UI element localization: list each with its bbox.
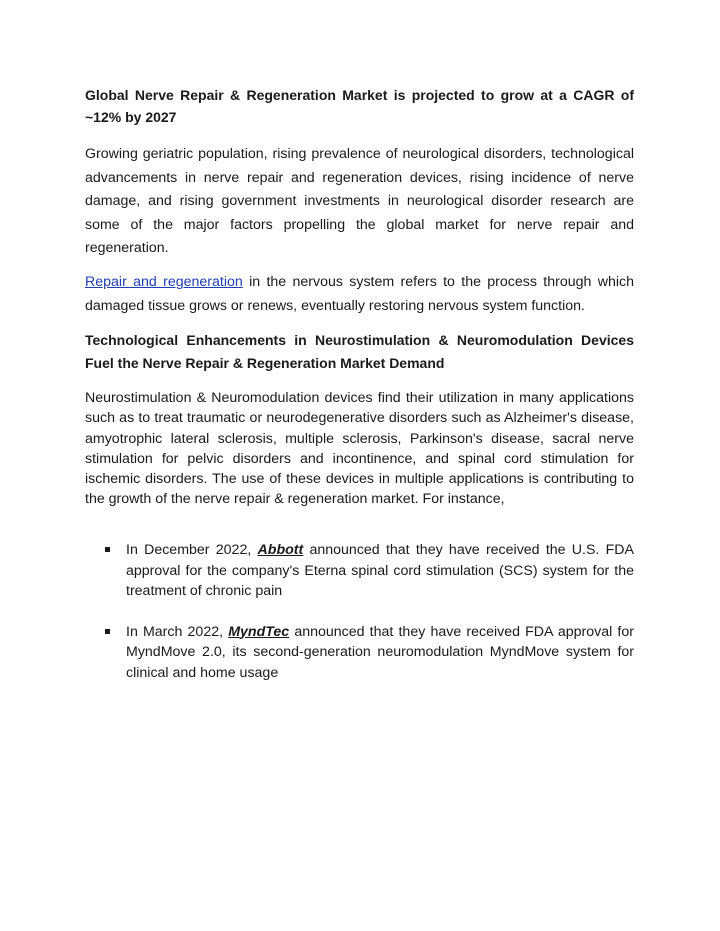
announcement-list [105,540,634,683]
section-heading: Technological Enhancements in Neurostimulation & Neuromodulation Devices Fuel the Nerve Repair & Regeneration Market Demand [85,332,634,371]
repair-regeneration-link[interactable]: Repair and regeneration [85,274,243,290]
section-paragraph: Neurostimulation & Neuromodulation devices find their utilization in many applications such as to treat traumatic or neurodegenerative disorders such as Alzheimer's disease, amyotrophic lateral sclerosis, multiple sclerosis, Parkinson's disease, sacral nerve stimulation for pelvic disorders and incontinence, and spinal cord stimulation for ischemic disorders. The use of these devices in multiple applications is contributing to the growth of the nerve repair & regeneration market. For instance, [85,390,634,508]
square-bullet-icon [105,547,110,552]
bullet-text: announced that they have received the U.S. FDA approval for the company's Eterna spinal cord stimulation (SCS) system for the treatment of chronic pain [126,542,635,599]
company-link-myndtec[interactable]: MyndTec [228,623,290,640]
company-link-abbott[interactable]: Abbott [257,542,304,558]
intro-paragraph: Growing geriatric population, rising prevalence of neurological disorders, technological advancements in nerve repair and regeneration devices, rising incidence of nerve damage, and rising government investments in neurological disorder research are some of the major factors propelling the global market for nerve repair and regeneration. [85,146,634,256]
definition-paragraph [85,271,634,318]
list-item [105,622,634,684]
square-bullet-icon [105,629,110,634]
bullet-prefix: In December 2022, [126,542,258,558]
bullet-text: announced that they have received FDA approval for MyndMove 2.0, its second-generation neuromodulation MyndMove system for clinical and home usage [126,623,634,681]
bullet-prefix: In March 2022, [126,623,229,640]
list-item [105,540,634,602]
definition-text: in the nervous system refers to the process through which damaged tissue grows or renews, eventually restoring nervous system function. [85,274,634,314]
document-title: Global Nerve Repair & Regeneration Market is projected to grow at a CAGR of ~12% by 2027 [85,87,634,125]
